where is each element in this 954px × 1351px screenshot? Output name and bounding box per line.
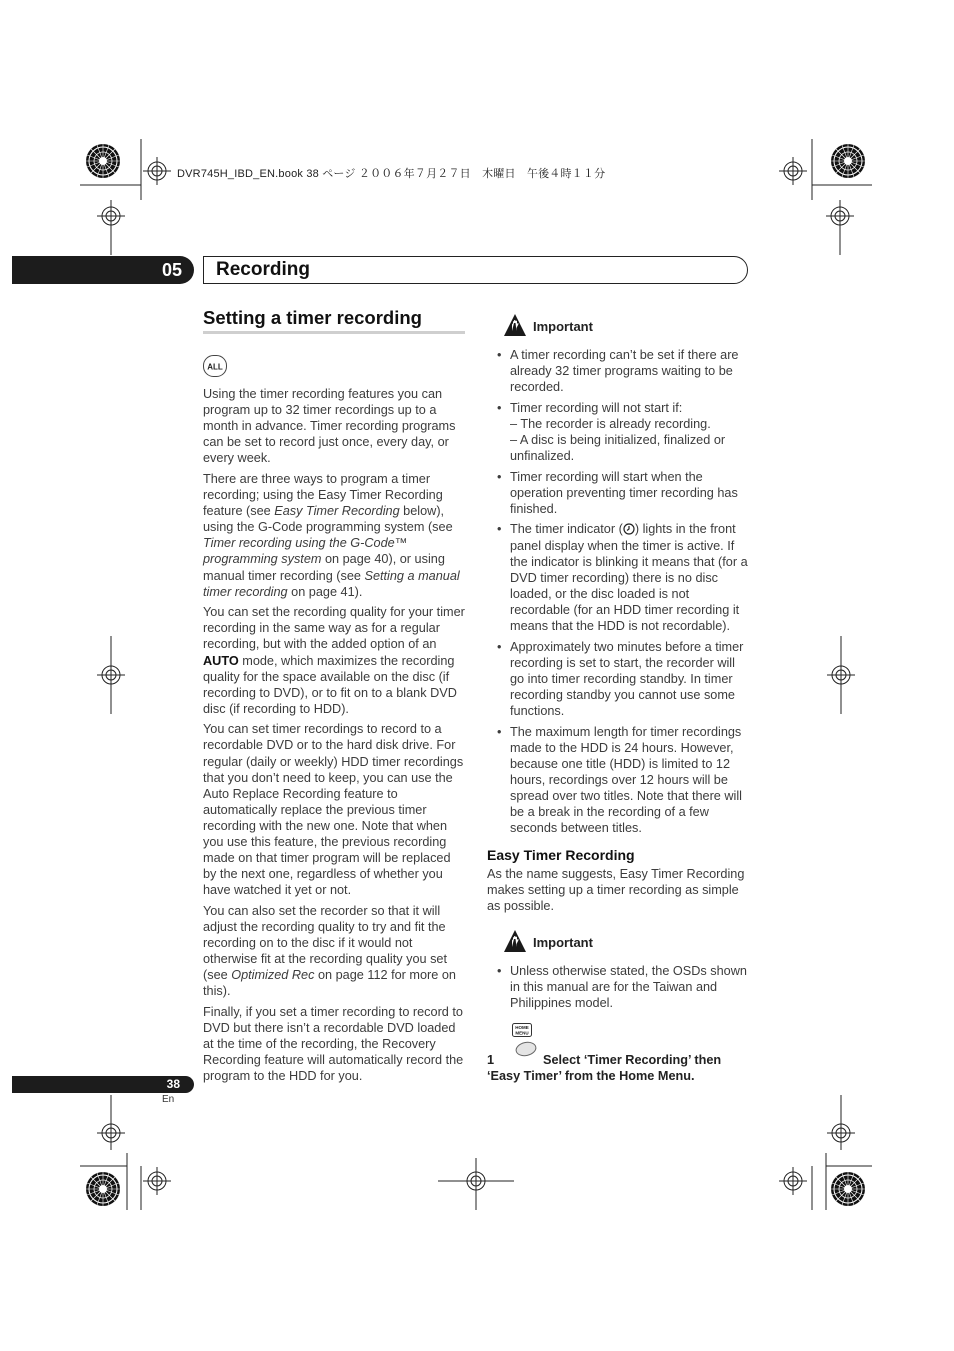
paragraph-recovery: Finally, if you set a timer recording to record to DVD but there isn’t a recordable DVD loaded at the time of the recording, the Recovery Recording feature will automatically record the program to the HDD for you. <box>203 1004 464 1084</box>
list-item: • The maximum length for timer recordings made to the HDD is 24 hours. However, because one title (HDD) is limited to 12 hours, recordings over 12 hours will be spread over two titles. Note that there will be a break in the recording of a few seconds between titles. <box>497 724 743 836</box>
right-column <box>487 319 749 1084</box>
paragraph-three-ways: There are three ways to program a timer recording; using the Easy Timer Recording feature (see Easy Timer Recording below), using the G-Code programming system (see Timer recording using the G-Code™ programming system on page 40), or using manual timer recording (see Setting a manual timer recording on page 41). <box>203 471 460 599</box>
list-item: • The timer indicator ( ) lights in the front panel display when the timer is active. If the indicator is blinking it means that (for a DVD timer recording) there is no disc loaded, or the disc loaded is not recordable (for an HDD timer recording it means that the HDD is not recordable). <box>497 522 748 633</box>
chapter-number: 05 <box>12 256 194 284</box>
section-title-underline <box>203 331 465 334</box>
list-item: • Timer recording will not start if: – The recorder is already recording. – A disc is being initialized, finalized or unfinalized. <box>497 400 726 464</box>
easy-timer-heading: Easy Timer Recording <box>487 847 635 864</box>
step-text-line1: Select ‘Timer Recording’ then <box>543 1052 722 1067</box>
step-1 <box>487 1023 749 1084</box>
warning-hand-icon <box>503 313 527 337</box>
svg-text:ALL: ALL <box>207 362 223 372</box>
list-item: • Approximately two minutes before a timer recording is set to start, the recorder will go into timer recording standby. In timer recording standby you cannot use some functions. <box>497 639 744 718</box>
timer-clock-icon <box>623 523 635 535</box>
list-item: • Timer recording will start when the operation preventing timer recording has finished. <box>497 469 738 516</box>
chapter-title: Recording <box>216 259 310 280</box>
easy-timer-text: As the name suggests, Easy Timer Recording makes setting up a timer recording as simple as possible. <box>487 867 745 914</box>
warning-hand-icon <box>503 929 527 953</box>
list-item: • Unless otherwise stated, the OSDs shown in this manual are for the Taiwan and Philippines model. <box>497 963 747 1010</box>
all-discs-icon <box>203 355 227 377</box>
paragraph-optimized-rec: You can also set the recorder so that it will adjust the recording quality to try and fit the recording on to the disc if it would not otherwise fit at the recording quality you set (see Optimized Rec on page 112 for more on this). <box>203 903 456 999</box>
remote-button-icon <box>515 1041 537 1057</box>
page-number: 38 <box>12 1076 194 1093</box>
paragraph-quality: You can set the recording quality for your timer recording in the same way as for a regular recording, but with the added option of an AUTO mode, which maximizes the recording quality for the space available on the disc (if recording to DVD), or to fit on to a blank DVD disc (if recording to HDD). <box>203 605 465 716</box>
list-item: • A timer recording can’t be set if there are already 32 timer programs waiting to be recorded. <box>497 348 739 395</box>
section-title: Setting a timer recording <box>203 307 422 328</box>
important-list-1 <box>487 347 749 836</box>
home-menu-label-icon <box>512 1023 532 1037</box>
step-text-line2: ‘Easy Timer’ from the Home Menu. <box>487 1068 695 1083</box>
svg-text:HOME: HOME <box>515 1024 529 1030</box>
important-heading-2: Important <box>487 935 749 959</box>
important-heading-1: Important <box>487 319 749 343</box>
print-file-header: DVR745H_IBD_EN.book 38 ページ ２００６年７月２７日 木曜日 午後４時１１分 <box>177 168 606 180</box>
paragraph-intro: Using the timer recording features you can program up to 32 timer recordings up to a month in advance. Timer recording programs can be set to record just once, every day, or every week. <box>203 387 456 466</box>
svg-text:MENU: MENU <box>515 1030 529 1036</box>
step-number: 1 <box>487 1052 495 1067</box>
page-language: En <box>162 1094 175 1105</box>
home-menu-button-graphic <box>487 1023 749 1065</box>
left-column <box>203 386 465 1089</box>
paragraph-auto-replace: You can set timer recordings to record to a recordable DVD or to the hard disk drive. For regular (daily or weekly) HDD timer recordings that you don’t need to keep, you can use the Auto Replace Recording feature to automatically replace the previous timer recording with the new one. Note that when you use this feature, the previous recording made on that timer program will be replaced by the next one, regardless of whether you have watched it yet or not. <box>203 722 464 898</box>
important-list-2 <box>487 963 749 1011</box>
